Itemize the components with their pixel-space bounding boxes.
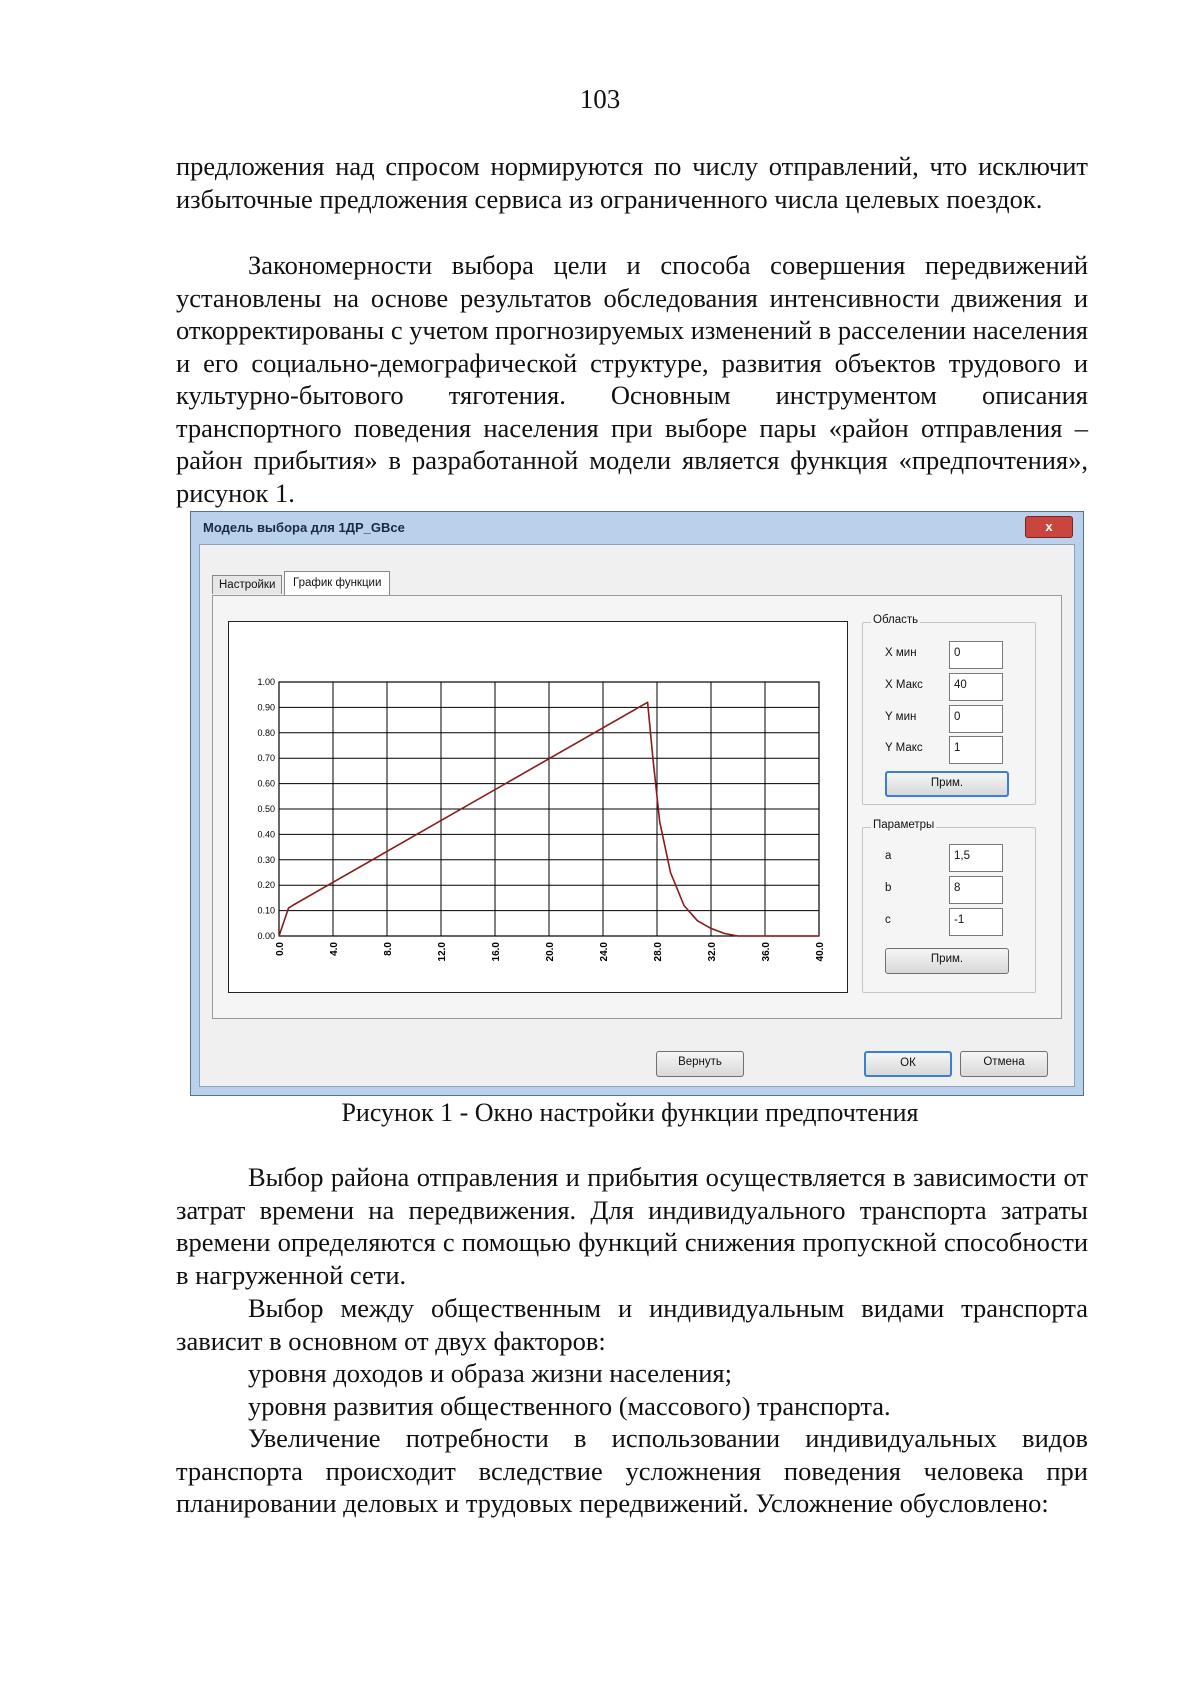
y-tick-label: 0.40 <box>257 829 275 840</box>
y-tick-label: 0.10 <box>257 905 275 916</box>
x-tick-label: 36.0 <box>761 942 772 962</box>
paragraph-5: Увеличение потребности в использовании индивидуальных видов транспорта происходит вследствие усложнения поведения человека при планировании деловых и трудовых передвижений. Усложнение обусловлено: <box>176 1423 1088 1518</box>
tab-settings[interactable]: Настройки <box>212 575 282 594</box>
x-tick-label: 28.0 <box>653 942 664 962</box>
dialog-title: Модель выбора для 1ДР_GBce <box>203 520 405 535</box>
y-tick-label: 0.20 <box>257 880 275 891</box>
x-tick-label: 0.0 <box>275 942 286 956</box>
x-tick-label: 16.0 <box>491 942 502 962</box>
y-tick-label: 0.00 <box>257 931 275 941</box>
close-button[interactable]: x <box>1025 516 1073 538</box>
xmax-label: Х Макс <box>885 679 923 691</box>
ymax-label: Y Макс <box>885 742 923 754</box>
list-item-2: уровня развития общественного (массового) транспорта. <box>248 1391 891 1421</box>
y-tick-label: 0.70 <box>257 753 275 764</box>
dialog-window <box>190 511 1084 1096</box>
x-tick-label: 40.0 <box>815 942 826 962</box>
x-tick-label: 8.0 <box>383 942 394 956</box>
xmax-field[interactable]: 40 <box>949 673 1003 701</box>
params-group-title: Параметры <box>873 819 935 831</box>
param-c-field[interactable]: -1 <box>949 908 1003 936</box>
paragraph-2: Закономерности выбора цели и способа совершения передвижений установлены на основе результатов обследования интенсивности движения и откорректированы с учетом прогнозируемых изменений в расселении населения и его социально-демографической структуре, развития объектов трудового и культурно-бытового тяготения. Основным инструментом описания транспортного поведения населения при выборе пары «район отправления – район прибытия» в разработанной модели является функция «предпочтения», рисунок 1. <box>176 250 1088 508</box>
ok-button[interactable]: ОК <box>864 1051 952 1077</box>
param-b-field[interactable]: 8 <box>949 876 1003 904</box>
list-item-1: уровня доходов и образа жизни населения; <box>248 1358 732 1388</box>
y-tick-label: 0.50 <box>257 804 275 814</box>
y-tick-label: 1.00 <box>257 677 275 687</box>
x-tick-label: 12.0 <box>437 942 448 962</box>
y-tick-label: 0.30 <box>257 854 275 865</box>
cancel-button[interactable]: Отмена <box>960 1051 1048 1077</box>
y-tick-label: 0.90 <box>257 702 275 713</box>
area-group-title: Область <box>873 614 919 626</box>
area-group <box>862 614 1036 805</box>
x-tick-label: 24.0 <box>599 942 610 962</box>
figure-caption: Рисунок 1 - Окно настройки функции предпочтения <box>341 1098 919 1127</box>
y-tick-label: 0.80 <box>257 727 275 738</box>
param-b-label: b <box>885 882 892 894</box>
paragraph-4: Выбор между общественным и индивидуальным видами транспорта зависит в основном от двух факторов: <box>176 1293 1088 1356</box>
dialog-body <box>199 544 1075 1087</box>
tab-function-graph[interactable]: График функции <box>284 571 390 597</box>
params-group <box>862 819 1036 993</box>
x-tick-label: 4.0 <box>329 942 340 956</box>
ymin-field[interactable]: 0 <box>949 705 1003 733</box>
preference-function-chart <box>229 622 847 992</box>
ymax-field[interactable]: 1 <box>949 736 1003 764</box>
ymin-label: Y мин <box>885 711 917 723</box>
param-a-field[interactable]: 1,5 <box>949 844 1003 872</box>
xmin-label: Х мин <box>885 647 917 659</box>
param-c-label: c <box>885 914 891 926</box>
paragraph-3: Выбор района отправления и прибытия осуществляется в зависимости от затрат времени на передвижения. Для индивидуального транспорта затраты времени определяются с помощью функций снижения пропускной способности в нагруженной сети. <box>176 1162 1088 1290</box>
params-apply-button[interactable]: Прим. <box>885 948 1009 974</box>
page-number: 103 <box>579 84 621 114</box>
x-tick-label: 32.0 <box>707 942 718 962</box>
plot-area <box>228 621 848 993</box>
back-button[interactable]: Вернуть <box>656 1051 744 1077</box>
param-a-label: a <box>885 850 892 862</box>
xmin-field[interactable]: 0 <box>949 641 1003 669</box>
y-tick-label: 0.60 <box>257 778 275 789</box>
paragraph-1: предложения над спросом нормируются по числу отправлений, что исключит избыточные предложения сервиса из ограниченного числа целевых поездок. <box>176 151 1088 214</box>
area-apply-button[interactable]: Прим. <box>885 771 1009 797</box>
x-tick-label: 20.0 <box>545 942 556 962</box>
